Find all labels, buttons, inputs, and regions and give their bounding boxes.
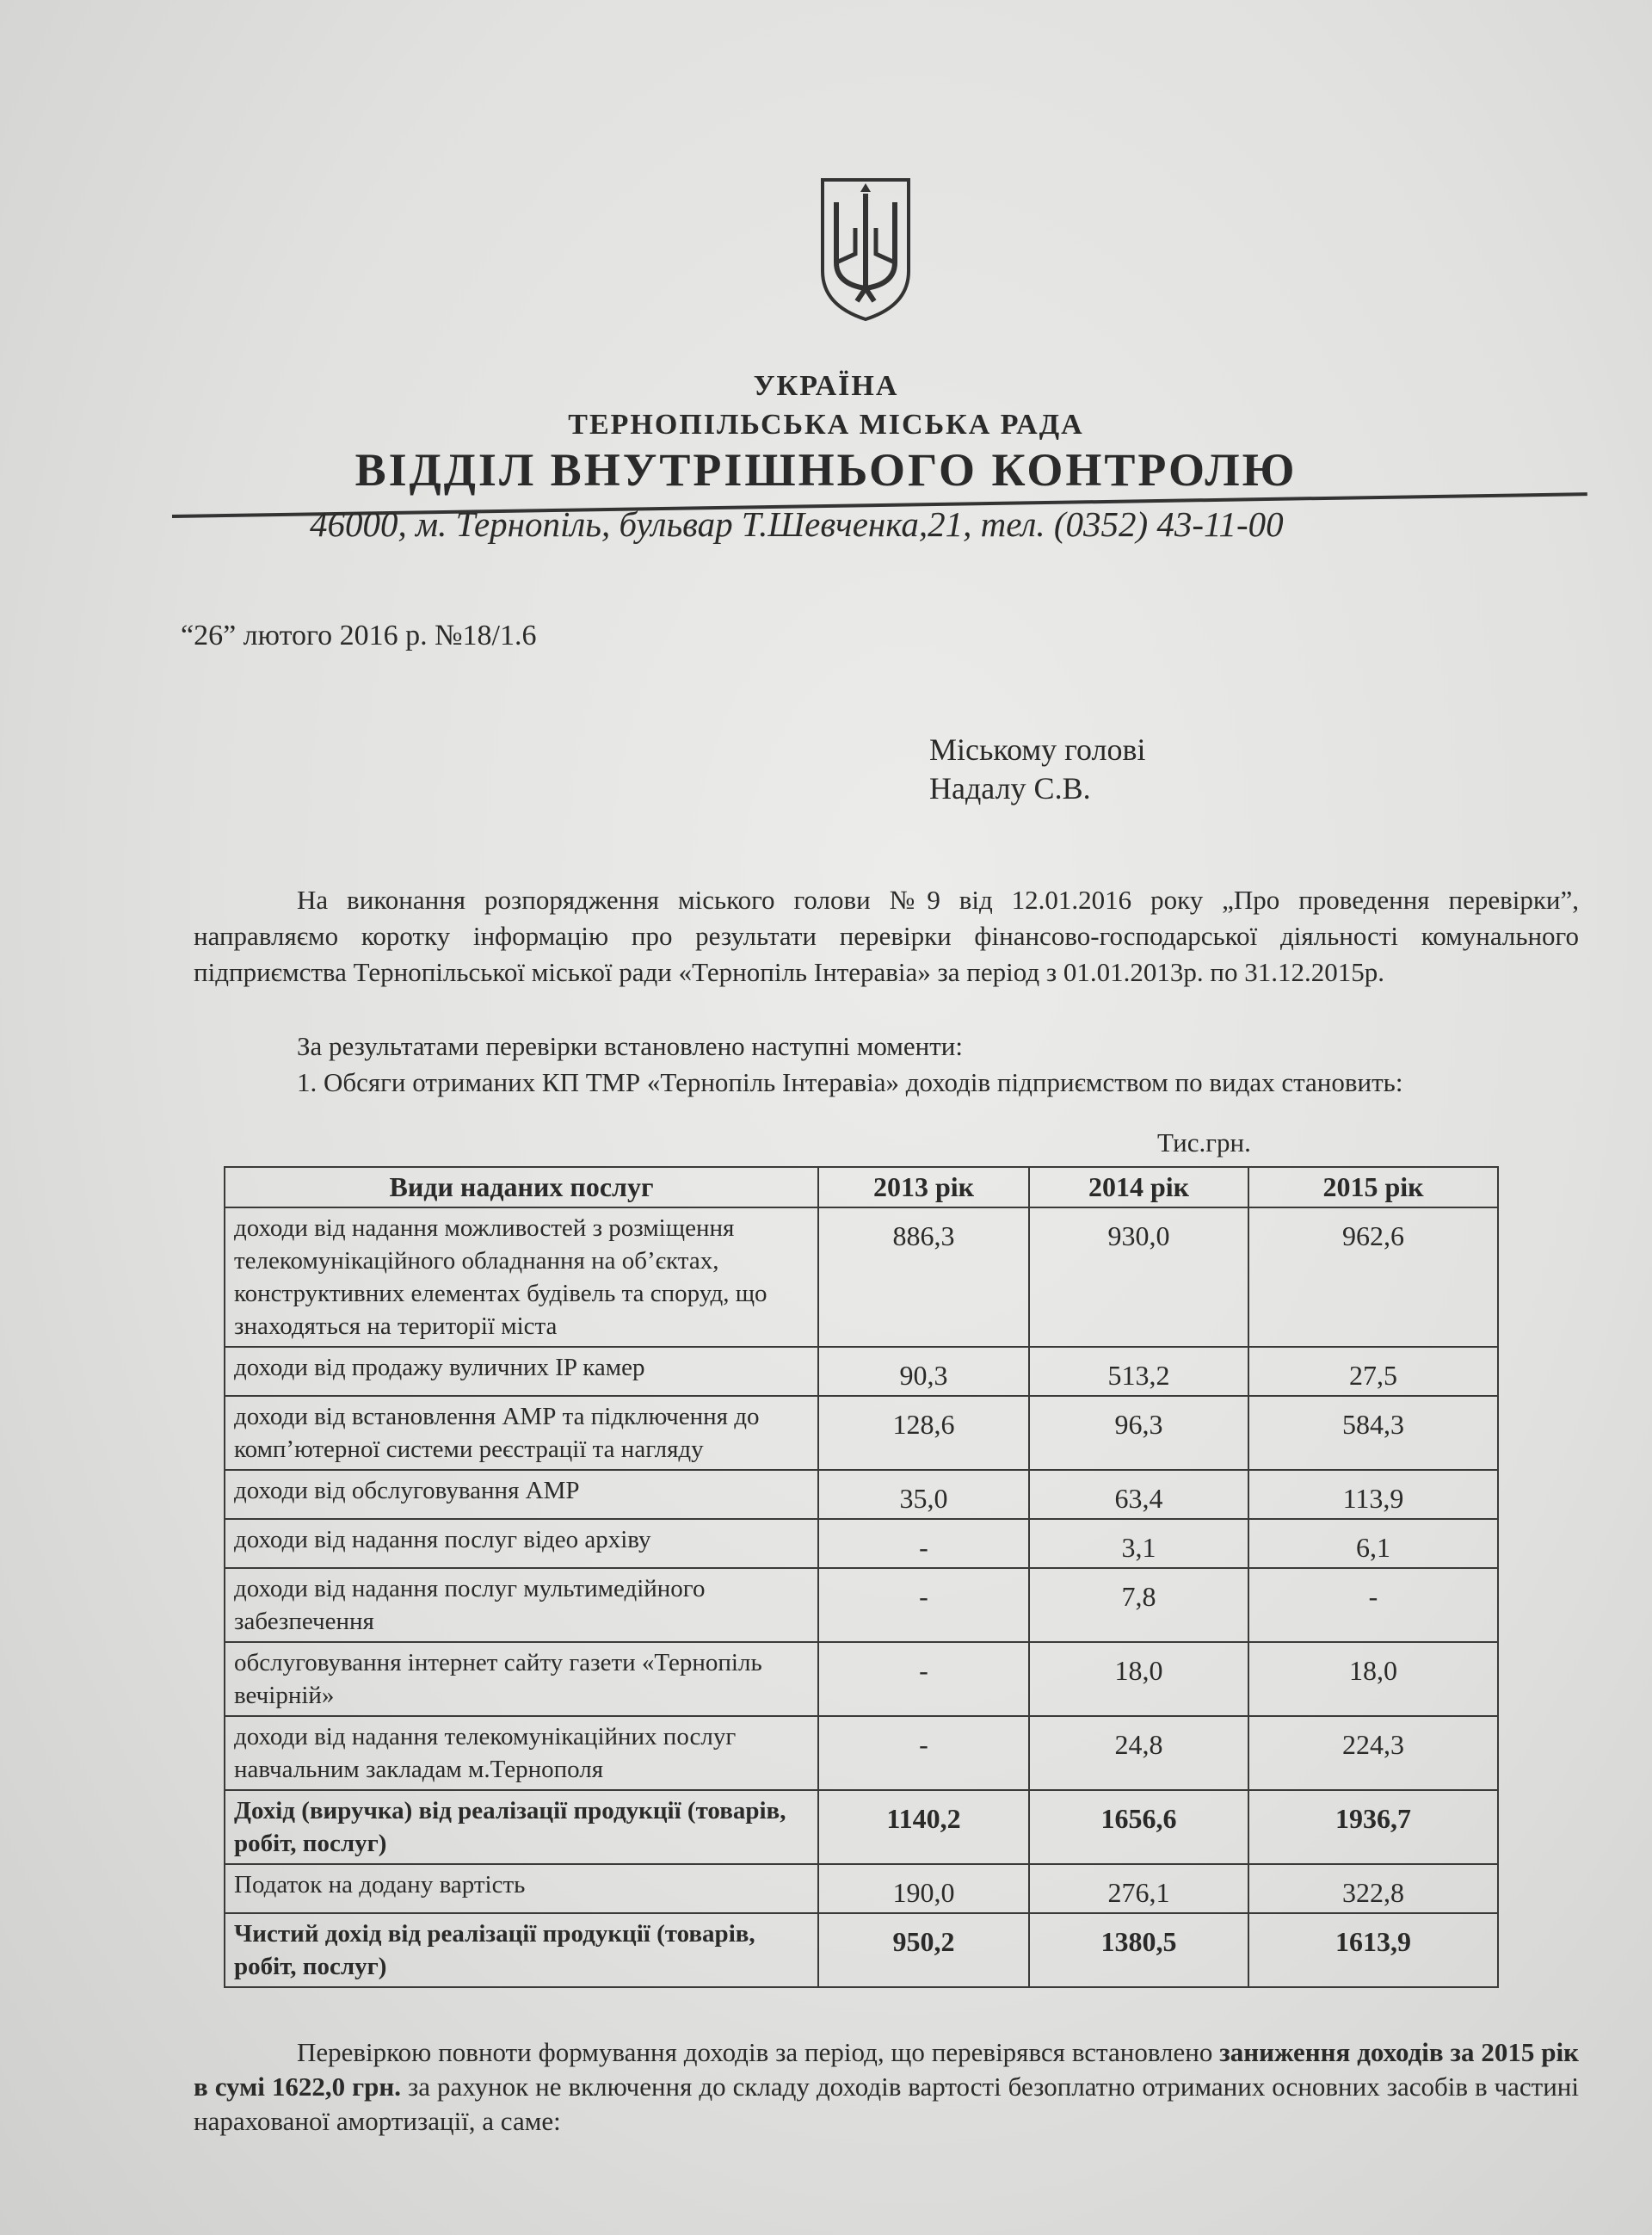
cell-2013: - (818, 1568, 1029, 1642)
column-header: 2013 рік (818, 1167, 1029, 1207)
column-header: Види наданих послуг (225, 1167, 818, 1207)
row-label: доходи від надання телекомунікаційних послуг навчальним закладам м.Тернополя (225, 1716, 818, 1790)
table-row (225, 1207, 1498, 1347)
units-label: Тис.грн. (1157, 1127, 1251, 1158)
cell-2014: 24,8 (1029, 1716, 1248, 1790)
intro-paragraph: На виконання розпорядження міського голови №9 від 12.01.2016 року „Про проведення перевірки”, направляємо коротку інформацію про результати перевірки фінансово-господарської діяльності комунального підприємства Тернопільської міської ради «Тернопіль Інтеравіа» за період з 01.01.2013р. по 31.12.2015р. (194, 885, 1579, 987)
cell-2015: 6,1 (1248, 1519, 1498, 1568)
cell-2015: 584,3 (1248, 1396, 1498, 1470)
row-label: доходи від встановлення АМР та підключення до комп’ютерної системи реєстрації та нагляду (225, 1396, 818, 1470)
cell-2014: 3,1 (1029, 1519, 1248, 1568)
table-row (225, 1347, 1498, 1396)
row-label: Чистий дохід від реалізації продукції (товарів, робіт, послуг) (225, 1913, 818, 1987)
cell-2015: 1613,9 (1248, 1913, 1498, 1987)
date-reference: “26” лютого 2016 р. №18/1.6 (181, 620, 537, 651)
cell-2015: 27,5 (1248, 1347, 1498, 1396)
address-line: 46000, м. Тернопіль, бульвар Т.Шевченка,21, тел. (0352) 43-11-00 (310, 504, 1284, 544)
cell-2013: 1140,2 (818, 1790, 1029, 1864)
table-row (225, 1519, 1498, 1568)
table-row (225, 1913, 1498, 1987)
cell-2013: 90,3 (818, 1347, 1029, 1396)
table-row (225, 1568, 1498, 1642)
row-label: доходи від надання послуг мультимедійного забезпечення (225, 1568, 818, 1642)
cell-2014: 7,8 (1029, 1568, 1248, 1642)
row-label: доходи від надання послуг відео архіву (225, 1519, 818, 1568)
cell-2013: 190,0 (818, 1864, 1029, 1913)
cell-2015: 1936,7 (1248, 1790, 1498, 1864)
cell-2013: - (818, 1642, 1029, 1716)
trident-coat-of-arms-icon (817, 176, 914, 323)
cell-2015: 962,6 (1248, 1207, 1498, 1347)
table-row (225, 1790, 1498, 1864)
cell-2014: 18,0 (1029, 1642, 1248, 1716)
conclusion-text-b: за рахунок не включення до складу доходів вартості безоплатно отриманих основних засобів в частині нарахованої амортизації, а саме: (194, 2071, 1580, 2136)
cell-2014: 63,4 (1029, 1470, 1248, 1519)
row-label: доходи від продажу вуличних IP камер (225, 1347, 818, 1396)
column-header: 2015 рік (1248, 1167, 1498, 1207)
finding-1: 1. Обсяги отриманих КП ТМР «Тернопіль Інтеравіа» доходів підприємством по видах становить: (297, 1067, 1403, 1097)
table-row (225, 1470, 1498, 1519)
conclusion-text-a: Перевіркою повноти формування доходів за період, що перевірявся встановлено (297, 2037, 1220, 2067)
recipient-name: Надалу С.В. (929, 771, 1091, 806)
row-label: доходи від обслуговування АМР (225, 1470, 818, 1519)
table-header-row (225, 1167, 1498, 1207)
cell-2014: 930,0 (1029, 1207, 1248, 1347)
cell-2013: 35,0 (818, 1470, 1029, 1519)
cell-2014: 513,2 (1029, 1347, 1248, 1396)
column-header: 2014 рік (1029, 1167, 1248, 1207)
row-label: обслуговування інтернет сайту газети «Тернопіль вечірній» (225, 1642, 818, 1716)
cell-2014: 96,3 (1029, 1396, 1248, 1470)
conclusion-bold: заниження доходів за 2015 рік в сумі 1622,0 грн. (194, 2037, 1580, 2102)
cell-2015: 113,9 (1248, 1470, 1498, 1519)
row-label: Податок на додану вартість (225, 1864, 818, 1913)
conclusion-paragraph (194, 2035, 1579, 2139)
findings-intro: За результатами перевірки встановлено наступні моменти: (297, 1031, 963, 1061)
cell-2015: 322,8 (1248, 1864, 1498, 1913)
table-row (225, 1396, 1498, 1470)
cell-2015: 18,0 (1248, 1642, 1498, 1716)
cell-2013: 128,6 (818, 1396, 1029, 1470)
cell-2013: 950,2 (818, 1913, 1029, 1987)
cell-2014: 276,1 (1029, 1864, 1248, 1913)
table-row (225, 1864, 1498, 1913)
cell-2013: - (818, 1519, 1029, 1568)
cell-2015: - (1248, 1568, 1498, 1642)
row-label: доходи від надання можливостей з розміщення телекомунікаційного обладнання на об’єктах, конструктивних елементах будівель та споруд, що знаходяться на території міста (225, 1207, 818, 1347)
cell-2013: - (818, 1716, 1029, 1790)
row-label: Дохід (виручка) від реалізації продукції (товарів, робіт, послуг) (225, 1790, 818, 1864)
cell-2015: 224,3 (1248, 1716, 1498, 1790)
council-heading: ТЕРНОПІЛЬСЬКА МІСЬКА РАДА (568, 409, 1084, 441)
cell-2013: 886,3 (818, 1207, 1029, 1347)
department-heading: ВІДДІЛ ВНУТРІШНЬОГО КОНТРОЛЮ (354, 444, 1298, 496)
revenue-table (224, 1166, 1499, 1988)
country-heading: УКРАЇНА (753, 370, 899, 402)
cell-2014: 1380,5 (1029, 1913, 1248, 1987)
table-row (225, 1716, 1498, 1790)
table-row (225, 1642, 1498, 1716)
cell-2014: 1656,6 (1029, 1790, 1248, 1864)
recipient-title: Міському голові (929, 732, 1146, 767)
